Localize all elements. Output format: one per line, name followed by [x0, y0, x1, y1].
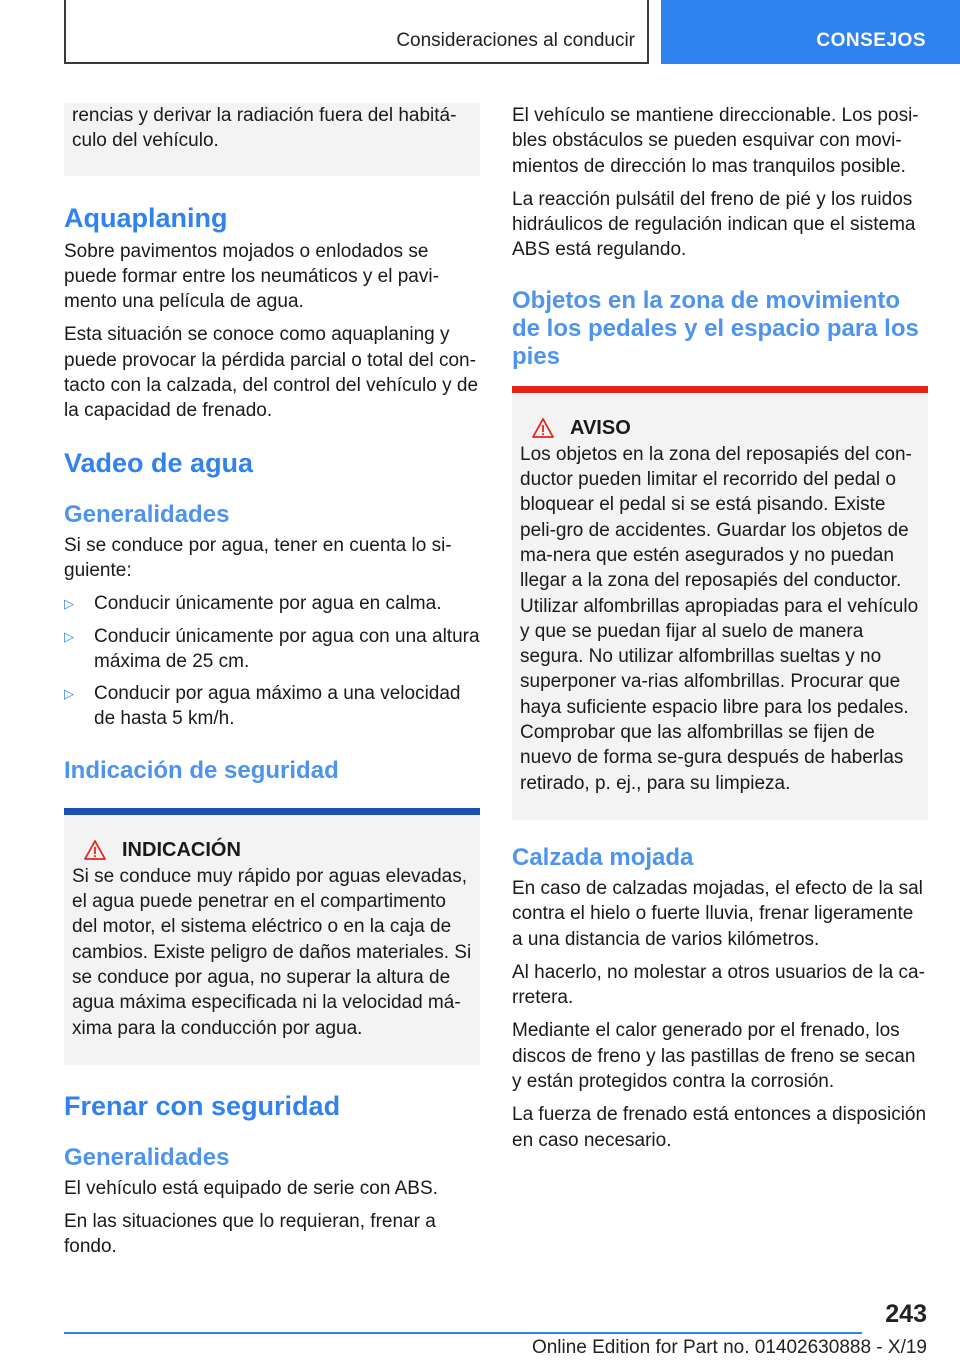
list-item: ▷ Conducir por agua máximo a una velocidad de hasta 5 km/h.: [64, 683, 461, 730]
chapter-tab-label: CONSEJOS: [816, 30, 926, 51]
continued-notice-box: [64, 103, 480, 176]
warning-header: [520, 415, 920, 441]
running-header-frame: [64, 0, 649, 64]
list-item: ▷ Conducir únicamente por agua en calma.: [64, 591, 480, 616]
heading-aquaplaning: Aquaplaning: [64, 202, 228, 233]
subheading-seguridad: Indicación de seguridad: [64, 756, 339, 784]
right-column: [512, 103, 928, 1161]
warning-text: Los objetos en la zona del reposapiés del con-ductor pueden limitar el recorrido del pedal o bloquear el pedal si se está pisando. Existe peli-gro de accidentes. Guardar los objetos de ma-nera que estén asegurados y no puedan llegar a la zona del reposapiés del conductor. Utilizar alfombrillas apropiadas para el vehículo y que se puedan fijar al suelo de manera segura. No utilizar alfombrillas sueltas y no superponer va-rias alfombrillas. Procurar que haya suficiente espacio libre para los pedales. Comprobar que las alfombrillas se fijen de nuevo de forma se-gura después de haberlas retirado, p. ej., para su limpieza.: [520, 443, 919, 794]
notice-text: Si se conduce muy rápido por aguas elevadas, el agua puede penetrar en el compartimento del motor, el sistema eléctrico o en la caja de cambios. Existe peligro de daños materiales. Si se conduce por agua, no superar la altura de agua máxima especificada ni la velocidad má-xima para la conducción por agua.: [72, 865, 472, 1039]
notice-label: INDICACIÓN: [122, 838, 241, 861]
subheading-generalidades: Generalidades: [64, 1143, 230, 1171]
subheading-generalidades: Generalidades: [64, 500, 230, 528]
paragraph: Mediante el calor generado por el frenado, los discos de freno y las pastillas de freno se secan y están protegidos contra la corrosión.: [512, 1020, 916, 1093]
warning-label: AVISO: [570, 416, 631, 439]
warning-triangle-icon: [84, 840, 106, 860]
paragraph: Esta situación se conoce como aquaplaning y puede provocar la pérdida parcial o total del con-tacto con la calzada, del control del vehículo y de la capacidad de frenado.: [64, 324, 479, 422]
triangle-bullet-icon: ▷: [64, 596, 74, 612]
paragraph: La reacción pulsátil del freno de pié y los ruidos hidráulicos de regulación indican que el sistema ABS está regulando.: [512, 188, 916, 261]
paragraph: En las situaciones que lo requieran, frenar a fondo.: [64, 1211, 436, 1258]
subheading-objetos: Objetos en la zona de movimiento de los pedales y el espacio para los pies: [512, 286, 919, 370]
heading-frenar: Frenar con seguridad: [64, 1090, 341, 1121]
chapter-tab: [661, 0, 960, 64]
paragraph: El vehículo se mantiene direccionable. Los posi-bles obstáculos se pueden esquivar con movi-mientos de dirección lo mas tranquilos posible.: [512, 105, 919, 177]
triangle-bullet-icon: ▷: [64, 686, 74, 702]
paragraph: Sobre pavimentos mojados o enlodados se puede formar entre los neumáticos y el pavi-mento una película de agua.: [64, 240, 439, 313]
warning-triangle-icon: [532, 418, 554, 438]
paragraph: La fuerza de frenado está entonces a disposición en caso necesario.: [512, 1104, 927, 1151]
edition-footer: Online Edition for Part no. 01402630888 - X/19: [531, 1337, 927, 1358]
left-column: [64, 103, 480, 1268]
list-item: ▷ Conducir únicamente por agua con una altura máxima de 25 cm.: [64, 625, 480, 672]
continued-notice-text: rencias y derivar la radiación fuera del habitá- culo del vehículo.: [72, 105, 457, 152]
triangle-bullet-icon: ▷: [64, 628, 74, 644]
paragraph: En caso de calzadas mojadas, el efecto de la sal contra el hielo o fuerte lluvia, frenar ligeramente a una distancia de varios kilómetros.: [512, 877, 923, 950]
subheading-calzada: Calzada mojada: [512, 843, 694, 871]
page-number: 243: [885, 1300, 927, 1328]
paragraph: Al hacerlo, no molestar a otros usuarios de la ca-rretera.: [512, 961, 925, 1009]
indicacion-notice-box: [64, 808, 480, 1065]
paragraph: El vehículo está equipado de serie con ABS.: [64, 1177, 438, 1199]
notice-header: [72, 837, 472, 863]
bullet-list: [64, 591, 480, 731]
heading-vadeo: Vadeo de agua: [64, 447, 254, 478]
running-header-title: Consideraciones al conducir: [396, 30, 635, 51]
aviso-warning-box: [512, 386, 928, 820]
footer-divider: [64, 1332, 862, 1334]
paragraph: Si se conduce por agua, tener en cuenta lo si-guiente:: [64, 534, 452, 581]
